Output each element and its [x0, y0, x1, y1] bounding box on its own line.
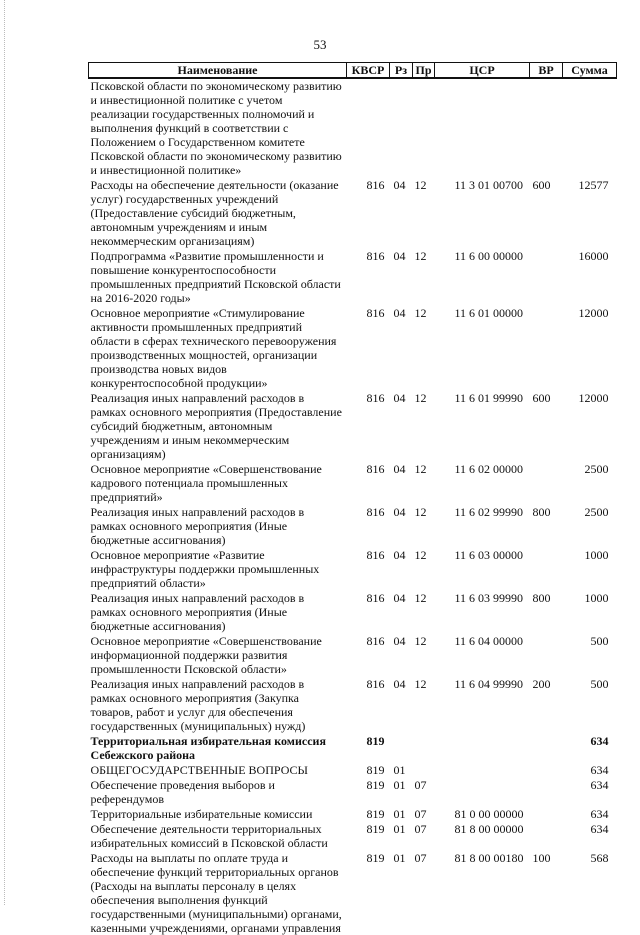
- cell-vr: 600: [532, 178, 551, 192]
- table-row: [89, 461, 617, 504]
- cell-sum: [563, 78, 617, 177]
- cell-sum: 12000: [578, 391, 609, 405]
- cell-name: Реализация иных направлений расходов в рамках основного мероприятия (Иные бюджетные ассигнования): [90, 505, 305, 547]
- table-row: [89, 850, 617, 935]
- cell-rz: 04: [393, 591, 406, 605]
- cell-pr: [413, 733, 435, 762]
- table-row: [89, 733, 617, 762]
- cell-csr: 11 6 00 00000: [454, 249, 524, 263]
- cell-pr: 07: [414, 807, 427, 821]
- cell-name: Реализация иных направлений расходов в рамках основного мероприятия (Иные бюджетные ассигнования): [90, 591, 305, 633]
- table-row: [89, 676, 617, 733]
- cell-csr: 81 8 00 00000: [454, 822, 524, 836]
- cell-sum: 2500: [584, 505, 609, 519]
- table-row: [89, 248, 617, 305]
- cell-name: Основное мероприятие «Совершенствование кадрового потенциала промышленных предприятий»: [90, 462, 322, 504]
- cell-csr: 11 6 03 00000: [454, 548, 524, 562]
- table-row: [89, 504, 617, 547]
- cell-kvsr: 816: [366, 548, 385, 562]
- cell-vr: [530, 821, 563, 850]
- cell-name: Обеспечение деятельности территориальных избирательных комиссий в Псковской области: [90, 822, 328, 850]
- cell-sum: 634: [590, 778, 609, 792]
- cell-rz: 04: [393, 548, 406, 562]
- cell-kvsr: 819: [366, 763, 385, 777]
- cell-pr: 12: [414, 249, 427, 263]
- header-vr: ВР: [530, 63, 563, 79]
- cell-csr: 11 6 01 99990: [454, 391, 524, 405]
- page-number: 53: [313, 37, 327, 52]
- cell-pr: 07: [414, 851, 427, 865]
- cell-rz: 04: [393, 462, 406, 476]
- budget-table-container: [88, 62, 616, 935]
- cell-csr: [435, 777, 530, 806]
- cell-sum: 500: [590, 634, 609, 648]
- cell-sum: 634: [590, 763, 609, 777]
- table-row: [89, 762, 617, 777]
- cell-csr: 11 6 02 00000: [454, 462, 524, 476]
- header-row: [89, 63, 617, 79]
- cell-csr: 11 6 01 00000: [454, 306, 524, 320]
- cell-rz: 04: [393, 178, 406, 192]
- cell-vr: [530, 806, 563, 821]
- cell-vr: [530, 78, 563, 177]
- table-row: [89, 821, 617, 850]
- cell-pr: [413, 762, 435, 777]
- cell-kvsr: 816: [366, 505, 385, 519]
- cell-sum: 568: [590, 851, 609, 865]
- cell-rz: 01: [393, 807, 406, 821]
- cell-rz: [390, 733, 413, 762]
- cell-name: Реализация иных направлений расходов в рамках основного мероприятия (Закупка товаров, работ и услуг для обеспечения государственных (муниципальных) нужд): [90, 677, 306, 733]
- cell-kvsr: 816: [366, 591, 385, 605]
- cell-kvsr: 819: [366, 778, 385, 792]
- table-row: [89, 305, 617, 390]
- cell-kvsr: 816: [366, 178, 385, 192]
- cell-csr: [435, 733, 530, 762]
- cell-sum: 500: [590, 677, 609, 691]
- cell-csr: 81 0 00 00000: [454, 807, 524, 821]
- table-row: [89, 390, 617, 461]
- header-csr: ЦСР: [435, 63, 530, 79]
- table-row: [89, 177, 617, 248]
- cell-name: Основное мероприятие «Стимулирование активности промышленных предприятий области в сферах технического перевооружения производственных мощностей, организации производства новых видов конкурентоспособной продукции»: [90, 306, 337, 390]
- cell-vr: [530, 547, 563, 590]
- cell-pr: 12: [414, 505, 427, 519]
- cell-name: ОБЩЕГОСУДАРСТВЕННЫЕ ВОПРОСЫ: [90, 763, 308, 777]
- table-row: [89, 633, 617, 676]
- table-row: [89, 777, 617, 806]
- cell-pr: 12: [414, 178, 427, 192]
- cell-sum: 634: [590, 734, 609, 748]
- cell-vr: [530, 305, 563, 390]
- cell-vr: [530, 762, 563, 777]
- cell-kvsr: 816: [366, 391, 385, 405]
- cell-vr: 600: [532, 391, 551, 405]
- table-header: [89, 63, 617, 79]
- table-body: [89, 78, 617, 935]
- cell-name: Реализация иных направлений расходов в рамках основного мероприятия (Предоставление субсидий бюджетным, автономным учреждениям и иным некоммерческим организациям): [90, 391, 342, 461]
- cell-csr: 11 6 03 99990: [454, 591, 524, 605]
- cell-rz: 04: [393, 249, 406, 263]
- cell-kvsr: 819: [366, 807, 385, 821]
- cell-sum: 1000: [584, 591, 609, 605]
- cell-rz: 04: [393, 505, 406, 519]
- cell-pr: 12: [414, 677, 427, 691]
- cell-rz: 01: [393, 851, 406, 865]
- cell-name: Территориальная избирательная комиссия Себежского района: [90, 734, 326, 762]
- cell-pr: 07: [414, 778, 427, 792]
- cell-kvsr: 816: [366, 249, 385, 263]
- cell-pr: 12: [414, 634, 427, 648]
- cell-pr: 12: [414, 306, 427, 320]
- cell-kvsr: 819: [366, 822, 385, 836]
- cell-kvsr: 816: [366, 462, 385, 476]
- cell-rz: 04: [393, 391, 406, 405]
- cell-name: Расходы на обеспечение деятельности (оказание услуг) государственных учреждений (Предоставление субсидий бюджетным, автономным учреждениям и иным некоммерческим организациям): [90, 178, 339, 248]
- cell-csr: 11 6 02 99990: [454, 505, 524, 519]
- cell-csr: 11 3 01 00700: [454, 178, 524, 192]
- cell-vr: 800: [532, 591, 551, 605]
- cell-csr: 81 8 00 00180: [454, 851, 524, 865]
- table-row: [89, 806, 617, 821]
- header-name: Наименование: [89, 63, 347, 79]
- cell-kvsr: 816: [366, 634, 385, 648]
- header-kvsr: КВСР: [347, 63, 390, 79]
- cell-kvsr: 816: [366, 306, 385, 320]
- budget-table: [88, 62, 617, 935]
- cell-pr: 12: [414, 548, 427, 562]
- header-sum: Сумма: [563, 63, 617, 79]
- cell-rz: 01: [393, 822, 406, 836]
- table-row: [89, 78, 617, 177]
- cell-kvsr: [347, 78, 390, 177]
- cell-name: Основное мероприятие «Развитие инфраструктуры поддержки промышленных предприятий области»: [90, 548, 320, 590]
- cell-name: Подпрограмма «Развитие промышленности и повышение конкурентоспособности промышленных предприятий Псковской области на 2016-2020 годы»: [90, 249, 341, 305]
- cell-name: Территориальные избирательные комиссии: [90, 807, 313, 821]
- cell-csr: [435, 78, 530, 177]
- cell-vr: 800: [532, 505, 551, 519]
- cell-rz: [390, 78, 413, 177]
- cell-vr: [530, 777, 563, 806]
- cell-name: Псковской области по экономическому развитию и инвестиционной политике с учетом реализации государственных полномочий и выполнения функций в соответствии с Положением о Государственном комитете Псковской области по экономическому развитию и инвестиционной политике»: [90, 79, 342, 177]
- cell-vr: [530, 248, 563, 305]
- cell-sum: 634: [590, 822, 609, 836]
- cell-pr: 07: [414, 822, 427, 836]
- cell-rz: 01: [393, 763, 406, 777]
- cell-pr: 12: [414, 391, 427, 405]
- cell-kvsr: 819: [366, 851, 385, 865]
- cell-sum: 16000: [578, 249, 609, 263]
- cell-vr: [530, 461, 563, 504]
- cell-csr: [435, 762, 530, 777]
- cell-name: Расходы на выплаты по оплате труда и обеспечение функций территориальных органов (Расходы на выплаты персоналу в целях обеспечения выполнения функций государственными (муниципальными) органами, казенными учреждениями, органами управления: [90, 851, 342, 935]
- cell-kvsr: 816: [366, 677, 385, 691]
- table-row: [89, 547, 617, 590]
- cell-pr: 12: [414, 462, 427, 476]
- scan-edge-mark: [4, 0, 7, 905]
- cell-kvsr: 819: [366, 734, 385, 748]
- header-pr: Пр: [413, 63, 435, 79]
- cell-rz: 04: [393, 306, 406, 320]
- table-row: [89, 590, 617, 633]
- cell-csr: 11 6 04 99990: [454, 677, 524, 691]
- cell-sum: 634: [590, 807, 609, 821]
- cell-vr: 100: [532, 851, 551, 865]
- cell-csr: 11 6 04 00000: [454, 634, 524, 648]
- header-rz: Рз: [390, 63, 413, 79]
- cell-pr: [413, 78, 435, 177]
- cell-rz: 04: [393, 677, 406, 691]
- cell-vr: [530, 633, 563, 676]
- cell-sum: 12000: [578, 306, 609, 320]
- cell-rz: 01: [393, 778, 406, 792]
- cell-sum: 12577: [578, 178, 609, 192]
- cell-rz: 04: [393, 634, 406, 648]
- cell-vr: 200: [532, 677, 551, 691]
- cell-sum: 1000: [584, 548, 609, 562]
- cell-name: Обеспечение проведения выборов и референдумов: [90, 778, 275, 806]
- cell-name: Основное мероприятие «Совершенствование информационной поддержки развития промышленности Псковской области»: [90, 634, 322, 676]
- cell-vr: [530, 733, 563, 762]
- cell-sum: 2500: [584, 462, 609, 476]
- cell-pr: 12: [414, 591, 427, 605]
